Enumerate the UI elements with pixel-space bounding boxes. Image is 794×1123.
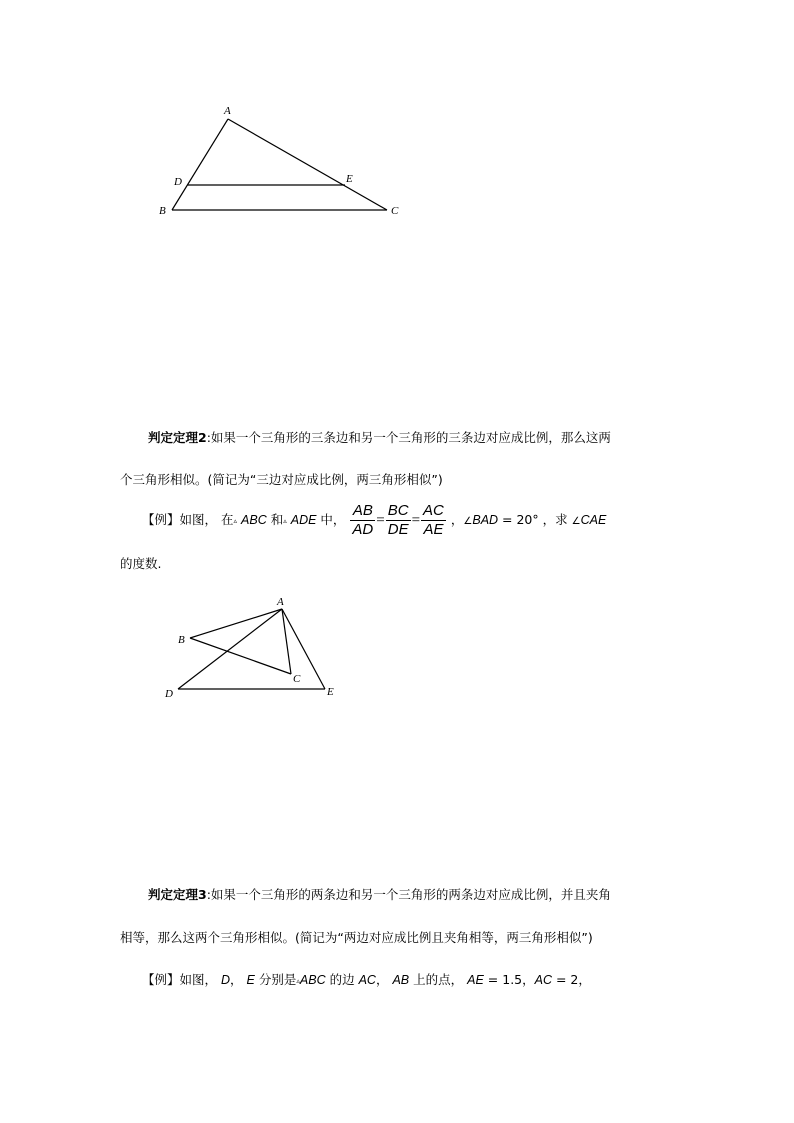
theorem-3-line-2 <box>120 929 680 947</box>
example-3-comma-2: ， <box>375 972 389 987</box>
fraction-denominator: AE <box>421 520 446 539</box>
point-label-e: E <box>327 686 334 698</box>
angle-symbol: ∠ <box>571 516 581 527</box>
triangle-symbol: ▵ <box>283 517 287 525</box>
example-3-text-3: 的边 <box>329 972 355 987</box>
theorem-2-text-1: :如果一个三角形的三条边和另一个三角形的三条边对应成比例，那么这两 <box>206 430 611 445</box>
segment-ab <box>190 609 282 638</box>
point-label-d: D <box>174 176 182 188</box>
example-3-side-ae: AE <box>467 973 484 987</box>
fraction-numerator: AC <box>423 502 444 519</box>
example-3-text-6: = 2， <box>552 972 591 987</box>
point-label-d: D <box>165 688 173 700</box>
example-2-text-7: 的度数. <box>120 556 162 571</box>
segment-ac <box>282 609 291 674</box>
triangle-symbol: ▵ <box>296 977 300 985</box>
theorem-3-line-1 <box>120 886 680 904</box>
example-2-line-1 <box>120 500 680 542</box>
triangle-symbol: ▵ <box>233 517 238 525</box>
figure-2-svg <box>155 590 355 705</box>
point-label-a: A <box>277 596 284 608</box>
example-3-side-ab: AB <box>392 973 410 987</box>
example-3-text-5: = 1.5， <box>483 972 535 987</box>
example-2-text-4: 中， <box>320 512 346 527</box>
point-label-b: B <box>178 634 185 646</box>
example-3-point-e: E <box>246 973 255 987</box>
example-2-text-1: 如图， <box>179 512 218 527</box>
example-2-triangle-abc: ABC <box>241 513 267 527</box>
figure-triangle-abc-de-parallel <box>150 100 410 225</box>
example-3-tag: 【例】 <box>142 972 180 987</box>
example-3-line-1 <box>120 971 680 990</box>
segment-ad <box>178 609 282 689</box>
example-2-line-2 <box>120 555 680 573</box>
example-3-side-ac-2: AC <box>534 973 553 987</box>
example-2-text-2: 在 <box>221 512 234 527</box>
example-2-tag: 【例】 <box>142 512 180 527</box>
angle-symbol: ∠ <box>463 516 473 527</box>
fraction-bc-de <box>386 502 411 539</box>
segment-ac <box>228 119 387 210</box>
example-3-triangle-abc: ABC <box>299 973 326 987</box>
point-label-c: C <box>293 673 301 685</box>
theorem-2-title: 判定定理2 <box>148 430 207 445</box>
fraction-numerator: BC <box>387 502 409 519</box>
theorem-3-title: 判定定理3 <box>148 887 207 902</box>
example-3-comma-1: ， <box>230 972 243 987</box>
fraction-ab-ad <box>350 502 375 539</box>
example-2-text-3: 和 <box>270 512 284 527</box>
example-2-text-5: ， <box>450 512 464 527</box>
example-3-text-4: 上的点， <box>413 972 464 987</box>
figure-triangles-abc-ade <box>155 590 355 705</box>
theorem-3-text-1: :如果一个三角形的两条边和另一个三角形的两条边对应成比例，并且夹角 <box>206 887 611 902</box>
point-label-b: B <box>159 205 166 217</box>
example-2-text-6: = 20° ，求 <box>498 512 568 527</box>
fraction-denominator: AD <box>352 521 374 538</box>
point-label-c: C <box>391 205 399 217</box>
example-3-side-ac: AC <box>358 973 376 987</box>
theorem-2-line-1 <box>120 429 680 447</box>
fraction-numerator: AB <box>352 502 373 519</box>
equals-sign: = <box>411 512 421 529</box>
theorem-2-text-2: 个三角形相似。(简记为“三边对应成比例，两三角形相似”) <box>120 472 443 487</box>
segment-ae <box>282 609 325 689</box>
fraction-ac-ae <box>421 502 446 539</box>
example-3-text-1: 如图， <box>179 972 218 987</box>
point-label-e: E <box>346 173 353 185</box>
fraction-denominator: DE <box>387 521 409 538</box>
point-label-a: A <box>224 105 231 117</box>
example-3-point-d: D <box>221 973 231 987</box>
example-3-text-2: 分别是 <box>258 972 297 987</box>
example-2-triangle-ade: ADE <box>290 513 317 527</box>
example-2-angle-cae: CAE <box>580 513 607 527</box>
equals-sign: = <box>376 512 385 529</box>
example-2-angle-bad: BAD <box>472 513 499 527</box>
theorem-2-line-2 <box>120 471 680 489</box>
figure-1-svg <box>150 100 410 225</box>
theorem-3-text-2: 相等，那么这两个三角形相似。(简记为“两边对应成比例且夹角相等，两三角形相似”) <box>120 930 593 945</box>
segment-ab <box>172 119 228 210</box>
